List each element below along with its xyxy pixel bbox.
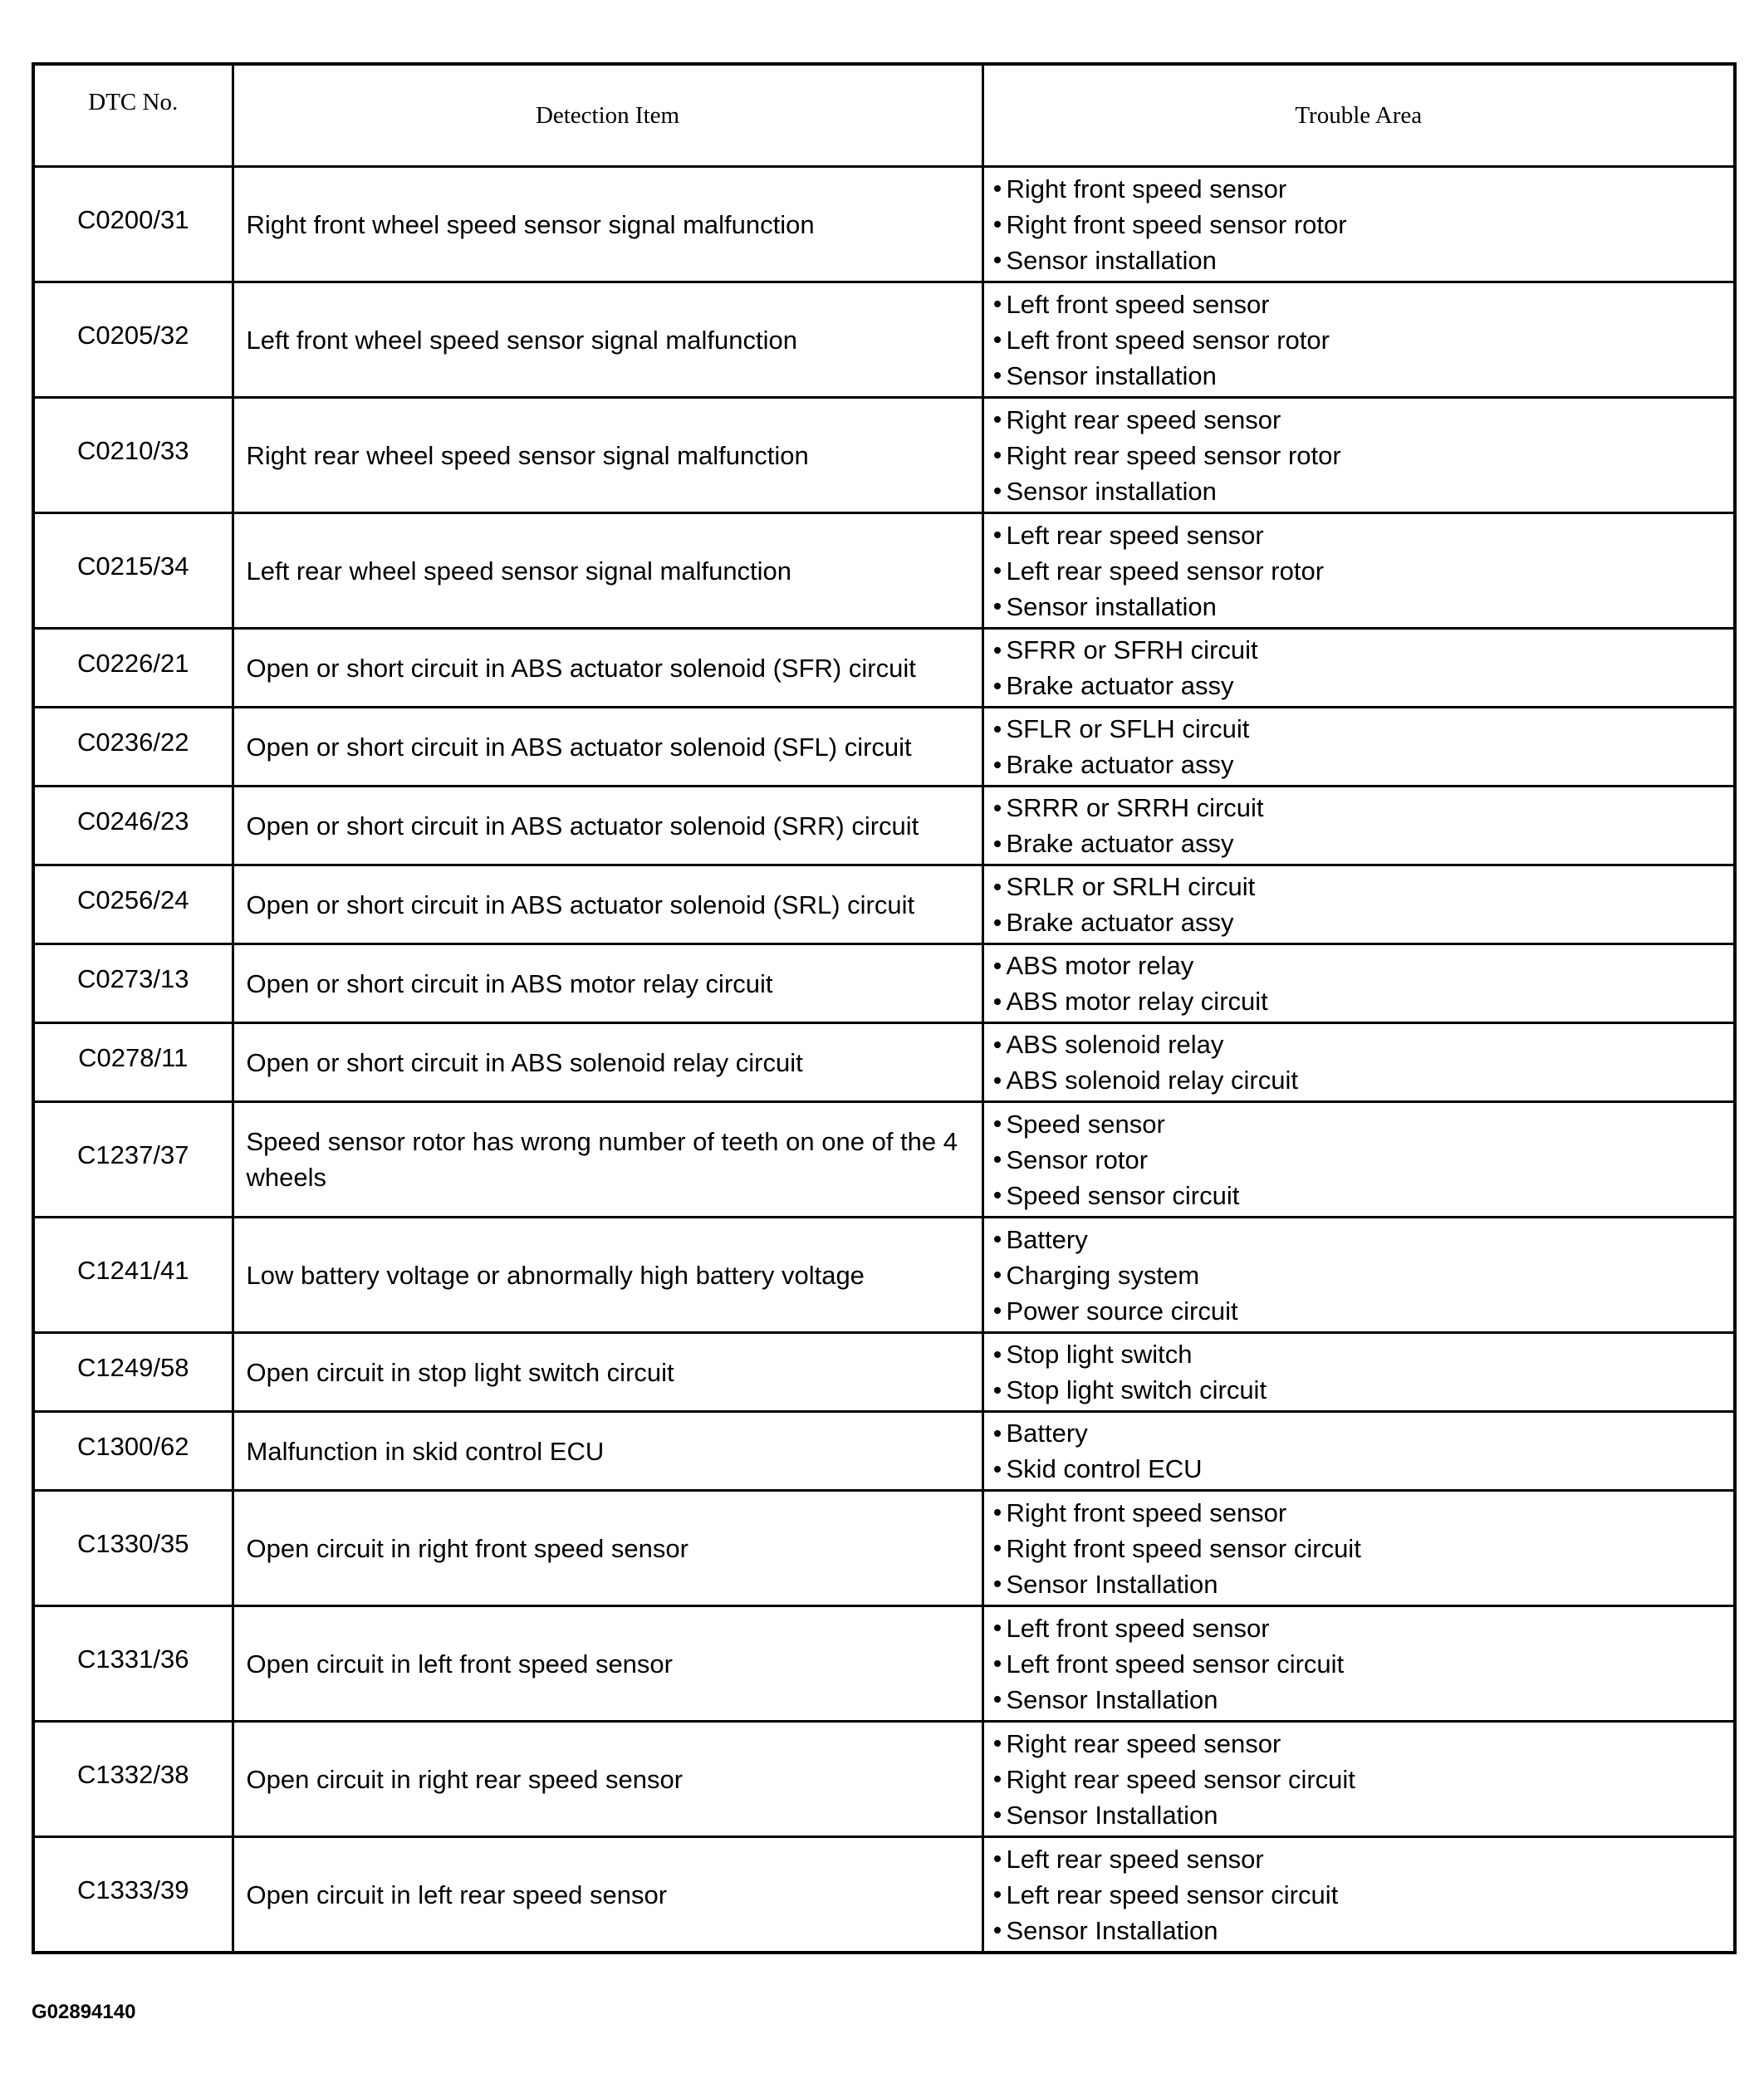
dtc-code: C0215/34 [77, 551, 189, 581]
detection-item-text: Open circuit in left rear speed sensor [246, 1880, 668, 1909]
dtc-code-cell [33, 1412, 233, 1491]
trouble-area-cell [982, 1333, 1735, 1412]
detection-item-text: Open circuit in left front speed sensor [246, 1649, 673, 1679]
bullet-dot-icon [994, 257, 1001, 263]
trouble-area-item [994, 1372, 1734, 1408]
bullet-dot-icon [994, 1192, 1001, 1198]
figure-id: G02894140 [32, 2001, 136, 2023]
trouble-area-item [994, 1451, 1734, 1487]
detection-item-text: Open or short circuit in ABS actuator solenoid (SFL) circuit [246, 732, 912, 762]
trouble-area-cell [982, 1491, 1735, 1606]
trouble-area-item [994, 1495, 1734, 1531]
trouble-area-text: Speed sensor circuit [1006, 1180, 1240, 1210]
dtc-code: C1333/39 [77, 1875, 189, 1904]
detection-item-cell [233, 167, 982, 282]
dtc-code: C0226/21 [77, 648, 189, 678]
trouble-area-item [994, 826, 1734, 861]
trouble-area-item [994, 668, 1734, 703]
dtc-code: C0200/31 [77, 204, 189, 234]
detection-item-cell [233, 1837, 982, 1953]
trouble-area-text: Sensor Installation [1006, 1569, 1218, 1599]
table-body [33, 167, 1735, 1953]
trouble-area-cell [982, 1102, 1735, 1218]
table-row [33, 1491, 1735, 1606]
trouble-area-text: Sensor installation [1006, 591, 1217, 621]
trouble-area-text: ABS motor relay circuit [1006, 987, 1268, 1016]
detection-item-cell [233, 1606, 982, 1722]
bullet-dot-icon [994, 1625, 1001, 1631]
trouble-area-text: Right front speed sensor rotor [1006, 209, 1347, 239]
detection-item-text: Left rear wheel speed sensor signal malfunction [246, 556, 792, 586]
bullet-dot-icon [994, 963, 1001, 969]
trouble-area-text: Left rear speed sensor [1006, 520, 1264, 550]
detection-item-cell [233, 708, 982, 787]
bullet-dot-icon [994, 301, 1001, 307]
trouble-area-item [994, 1062, 1734, 1098]
trouble-area-item [994, 207, 1734, 243]
header-trouble-area: Trouble Area [982, 64, 1735, 167]
trouble-area-text: Right rear speed sensor [1006, 1728, 1281, 1758]
dtc-code-cell [33, 787, 233, 865]
trouble-area-item [994, 1797, 1734, 1833]
trouble-area-text: Left front speed sensor [1006, 289, 1270, 319]
bullet-dot-icon [994, 841, 1001, 847]
detection-item-cell [233, 398, 982, 513]
bullet-dot-icon [994, 726, 1001, 733]
bullet-dot-icon [994, 416, 1001, 423]
trouble-area-item [994, 1682, 1734, 1718]
dtc-code-cell [33, 1491, 233, 1606]
bullet-dot-icon [994, 185, 1001, 192]
bullet-dot-icon [994, 1545, 1001, 1551]
trouble-area-text: Stop light switch circuit [1006, 1375, 1267, 1404]
bullet-dot-icon [994, 1430, 1001, 1437]
dtc-code: C0236/22 [77, 727, 189, 757]
trouble-area-item [994, 1336, 1734, 1372]
bullet-dot-icon [994, 683, 1001, 689]
trouble-area-item [994, 1178, 1734, 1213]
dtc-code-cell [33, 1837, 233, 1953]
table-row [33, 1606, 1735, 1722]
trouble-area-text: Battery [1006, 1419, 1088, 1448]
bullet-dot-icon [994, 532, 1001, 538]
trouble-area-item [994, 983, 1734, 1019]
detection-item-text: Open or short circuit in ABS solenoid relay circuit [246, 1047, 803, 1077]
trouble-area-item [994, 1222, 1734, 1257]
table-row [33, 1722, 1735, 1837]
trouble-area-cell [982, 1023, 1735, 1102]
trouble-area-item [994, 473, 1734, 509]
bullet-dot-icon [994, 1387, 1001, 1394]
trouble-area-item [994, 948, 1734, 983]
bullet-dot-icon [994, 1272, 1001, 1278]
trouble-area-item [994, 1610, 1734, 1646]
table-row [33, 1218, 1735, 1333]
trouble-area-item [994, 1877, 1734, 1913]
trouble-area-item [994, 869, 1734, 904]
dtc-code: C0205/32 [77, 320, 189, 350]
detection-item-cell [233, 629, 982, 708]
bullet-dot-icon [994, 452, 1001, 458]
dtc-code: C1330/35 [77, 1528, 189, 1558]
detection-item-text: Speed sensor rotor has wrong number of teeth on one of the 4 wheels [246, 1127, 958, 1192]
trouble-area-text: Sensor installation [1006, 360, 1217, 390]
trouble-area-text: Right rear speed sensor circuit [1006, 1764, 1355, 1794]
dtc-code: C1249/58 [77, 1352, 189, 1382]
trouble-area-text: ABS solenoid relay [1006, 1030, 1224, 1059]
trouble-area-item [994, 589, 1734, 625]
trouble-area-item [994, 904, 1734, 940]
detection-item-text: Open or short circuit in ABS actuator solenoid (SRL) circuit [246, 890, 915, 919]
dtc-table [32, 62, 1737, 1954]
detection-item-text: Open or short circuit in ABS motor relay circuit [246, 968, 773, 998]
trouble-area-item [994, 632, 1734, 668]
trouble-area-item [994, 438, 1734, 473]
detection-item-cell [233, 1023, 982, 1102]
bullet-dot-icon [994, 1077, 1001, 1084]
bullet-dot-icon [994, 1509, 1001, 1516]
dtc-code: C0210/33 [77, 435, 189, 465]
trouble-area-text: SFLR or SFLH circuit [1006, 714, 1250, 743]
dtc-code: C0278/11 [78, 1042, 189, 1072]
dtc-code: C1331/36 [77, 1644, 189, 1674]
header-row [33, 64, 1735, 167]
trouble-area-item [994, 402, 1734, 438]
trouble-area-cell [982, 1722, 1735, 1837]
detection-item-text: Open or short circuit in ABS actuator solenoid (SRR) circuit [246, 811, 919, 841]
bullet-dot-icon [994, 336, 1001, 343]
trouble-area-text: Battery [1006, 1224, 1088, 1254]
detection-item-text: Right front wheel speed sensor signal malfunction [246, 209, 815, 239]
trouble-area-cell [982, 629, 1735, 708]
trouble-area-text: Sensor rotor [1006, 1144, 1149, 1174]
dtc-code-cell [33, 1023, 233, 1102]
table-row [33, 1102, 1735, 1218]
bullet-dot-icon [994, 1042, 1001, 1048]
trouble-area-item [994, 1646, 1734, 1682]
trouble-area-text: SRLR or SRLH circuit [1006, 872, 1256, 901]
detection-item-text: Left front wheel speed sensor signal malfunction [246, 325, 797, 355]
trouble-area-item [994, 747, 1734, 782]
detection-item-cell [233, 865, 982, 944]
dtc-code: C1237/37 [77, 1140, 189, 1169]
bullet-dot-icon [994, 1811, 1001, 1818]
detection-item-text: Low battery voltage or abnormally high battery voltage [246, 1260, 865, 1290]
detection-item-cell [233, 944, 982, 1023]
trouble-area-text: Left front speed sensor circuit [1006, 1649, 1345, 1679]
trouble-area-text: ABS motor relay [1006, 951, 1194, 980]
detection-item-text: Malfunction in skid control ECU [246, 1436, 605, 1466]
trouble-area-item [994, 1142, 1734, 1178]
bullet-dot-icon [994, 1660, 1001, 1667]
bullet-dot-icon [994, 1581, 1001, 1587]
bullet-dot-icon [994, 1891, 1001, 1898]
trouble-area-item [994, 1531, 1734, 1566]
trouble-area-cell [982, 282, 1735, 398]
trouble-area-item [994, 1913, 1734, 1948]
table-row [33, 944, 1735, 1023]
trouble-area-item [994, 1257, 1734, 1293]
trouble-area-text: Left front speed sensor [1006, 1613, 1270, 1643]
dtc-code-cell [33, 1218, 233, 1333]
trouble-area-text: Right front speed sensor circuit [1006, 1533, 1361, 1563]
dtc-code-cell [33, 944, 233, 1023]
dtc-code-cell [33, 1333, 233, 1412]
bullet-dot-icon [994, 1466, 1001, 1473]
trouble-area-item [994, 1415, 1734, 1451]
dtc-code-cell [33, 865, 233, 944]
dtc-code: C0246/23 [77, 806, 189, 836]
trouble-area-text: ABS solenoid relay circuit [1006, 1066, 1298, 1095]
dtc-code-cell [33, 398, 233, 513]
bullet-dot-icon [994, 1236, 1001, 1242]
bullet-dot-icon [994, 603, 1001, 610]
trouble-area-cell [982, 865, 1735, 944]
table-row [33, 708, 1735, 787]
bullet-dot-icon [994, 919, 1001, 926]
trouble-area-text: Sensor Installation [1006, 1915, 1218, 1945]
table-row [33, 1333, 1735, 1412]
trouble-area-cell [982, 708, 1735, 787]
trouble-area-text: Left rear speed sensor circuit [1006, 1880, 1339, 1909]
bullet-dot-icon [994, 1156, 1001, 1163]
trouble-area-cell [982, 1218, 1735, 1333]
trouble-area-cell [982, 1606, 1735, 1722]
trouble-area-item [994, 517, 1734, 553]
table-row [33, 167, 1735, 282]
table-row [33, 513, 1735, 629]
trouble-area-text: Brake actuator assy [1006, 908, 1234, 937]
dtc-code-cell [33, 1102, 233, 1218]
trouble-area-item [994, 1027, 1734, 1062]
table-header [33, 64, 1735, 167]
table-row [33, 865, 1735, 944]
trouble-area-item [994, 1566, 1734, 1602]
trouble-area-item [994, 553, 1734, 589]
bullet-dot-icon [994, 762, 1001, 768]
bullet-dot-icon [994, 1927, 1001, 1934]
trouble-area-cell [982, 513, 1735, 629]
dtc-code: C0273/13 [77, 963, 189, 993]
trouble-area-item [994, 287, 1734, 322]
trouble-area-cell [982, 1412, 1735, 1491]
trouble-area-text: Right rear speed sensor rotor [1006, 440, 1341, 470]
trouble-area-text: Charging system [1006, 1260, 1200, 1290]
table-row [33, 282, 1735, 398]
trouble-area-text: Sensor installation [1006, 245, 1217, 275]
dtc-code-cell [33, 1722, 233, 1837]
trouble-area-text: SFRR or SFRH circuit [1006, 635, 1258, 664]
trouble-area-text: Left rear speed sensor rotor [1006, 556, 1325, 586]
detection-item-cell [233, 1491, 982, 1606]
trouble-area-item [994, 1293, 1734, 1329]
bullet-dot-icon [994, 1740, 1001, 1747]
trouble-area-cell [982, 398, 1735, 513]
detection-item-cell [233, 1412, 982, 1491]
bullet-dot-icon [994, 1307, 1001, 1314]
trouble-area-text: Right front speed sensor [1006, 174, 1287, 203]
trouble-area-cell [982, 787, 1735, 865]
bullet-dot-icon [994, 1120, 1001, 1127]
trouble-area-item [994, 1841, 1734, 1877]
trouble-area-text: Left rear speed sensor [1006, 1844, 1264, 1874]
detection-item-text: Open circuit in right front speed sensor [246, 1533, 688, 1563]
dtc-code-cell [33, 708, 233, 787]
trouble-area-item [994, 790, 1734, 826]
dtc-code-cell [33, 282, 233, 398]
bullet-dot-icon [994, 1351, 1001, 1358]
trouble-area-text: Brake actuator assy [1006, 750, 1234, 779]
trouble-area-text: Sensor installation [1006, 476, 1217, 506]
bullet-dot-icon [994, 884, 1001, 890]
trouble-area-cell [982, 944, 1735, 1023]
dtc-code-cell [33, 513, 233, 629]
dtc-code-cell [33, 629, 233, 708]
trouble-area-item [994, 322, 1734, 358]
detection-item-cell [233, 513, 982, 629]
trouble-area-item [994, 171, 1734, 207]
dtc-code-cell [33, 1606, 233, 1722]
trouble-area-item [994, 711, 1734, 747]
trouble-area-text: Stop light switch [1006, 1340, 1193, 1369]
trouble-area-cell [982, 167, 1735, 282]
table-row [33, 629, 1735, 708]
trouble-area-text: Skid control ECU [1006, 1454, 1203, 1483]
trouble-area-item [994, 1726, 1734, 1762]
detection-item-text: Right rear wheel speed sensor signal malfunction [246, 440, 809, 470]
detection-item-cell [233, 282, 982, 398]
bullet-dot-icon [994, 1696, 1001, 1703]
table-row [33, 787, 1735, 865]
dtc-code: C1241/41 [77, 1255, 189, 1285]
bullet-dot-icon [994, 372, 1001, 379]
bullet-dot-icon [994, 805, 1001, 811]
trouble-area-item [994, 1762, 1734, 1797]
trouble-area-cell [982, 1837, 1735, 1953]
detection-item-text: Open circuit in right rear speed sensor [246, 1764, 684, 1794]
detection-item-cell [233, 787, 982, 865]
detection-item-cell [233, 1102, 982, 1218]
trouble-area-item [994, 243, 1734, 278]
trouble-area-text: Brake actuator assy [1006, 829, 1234, 858]
table-row [33, 1837, 1735, 1953]
bullet-dot-icon [994, 1855, 1001, 1862]
bullet-dot-icon [994, 221, 1001, 228]
detection-item-cell [233, 1218, 982, 1333]
detection-item-cell [233, 1722, 982, 1837]
trouble-area-text: Brake actuator assy [1006, 671, 1234, 700]
trouble-area-item [994, 1106, 1734, 1142]
bullet-dot-icon [994, 1776, 1001, 1782]
bullet-dot-icon [994, 567, 1001, 574]
trouble-area-text: Power source circuit [1006, 1296, 1238, 1326]
trouble-area-item [994, 358, 1734, 394]
trouble-area-text: Left front speed sensor rotor [1006, 325, 1330, 355]
trouble-area-text: Sensor Installation [1006, 1684, 1218, 1714]
dtc-code: C1300/62 [77, 1431, 189, 1461]
trouble-area-text: Right rear speed sensor [1006, 404, 1281, 434]
table-row [33, 1412, 1735, 1491]
trouble-area-text: Sensor Installation [1006, 1800, 1218, 1830]
trouble-area-text: SRRR or SRRH circuit [1006, 793, 1264, 822]
trouble-area-text: Speed sensor [1006, 1109, 1165, 1139]
dtc-code-cell [33, 167, 233, 282]
detection-item-text: Open circuit in stop light switch circuit [246, 1357, 674, 1387]
table-row [33, 1023, 1735, 1102]
header-dtc-no: DTC No. [33, 64, 233, 167]
dtc-code: C0256/24 [77, 885, 189, 914]
table-row [33, 398, 1735, 513]
detection-item-cell [233, 1333, 982, 1412]
bullet-dot-icon [994, 488, 1001, 494]
detection-item-text: Open or short circuit in ABS actuator solenoid (SFR) circuit [246, 653, 916, 683]
bullet-dot-icon [994, 998, 1001, 1005]
header-detection-item: Detection Item [233, 64, 982, 167]
bullet-dot-icon [994, 647, 1001, 654]
dtc-code: C1332/38 [77, 1759, 189, 1789]
trouble-area-text: Right front speed sensor [1006, 1497, 1287, 1527]
